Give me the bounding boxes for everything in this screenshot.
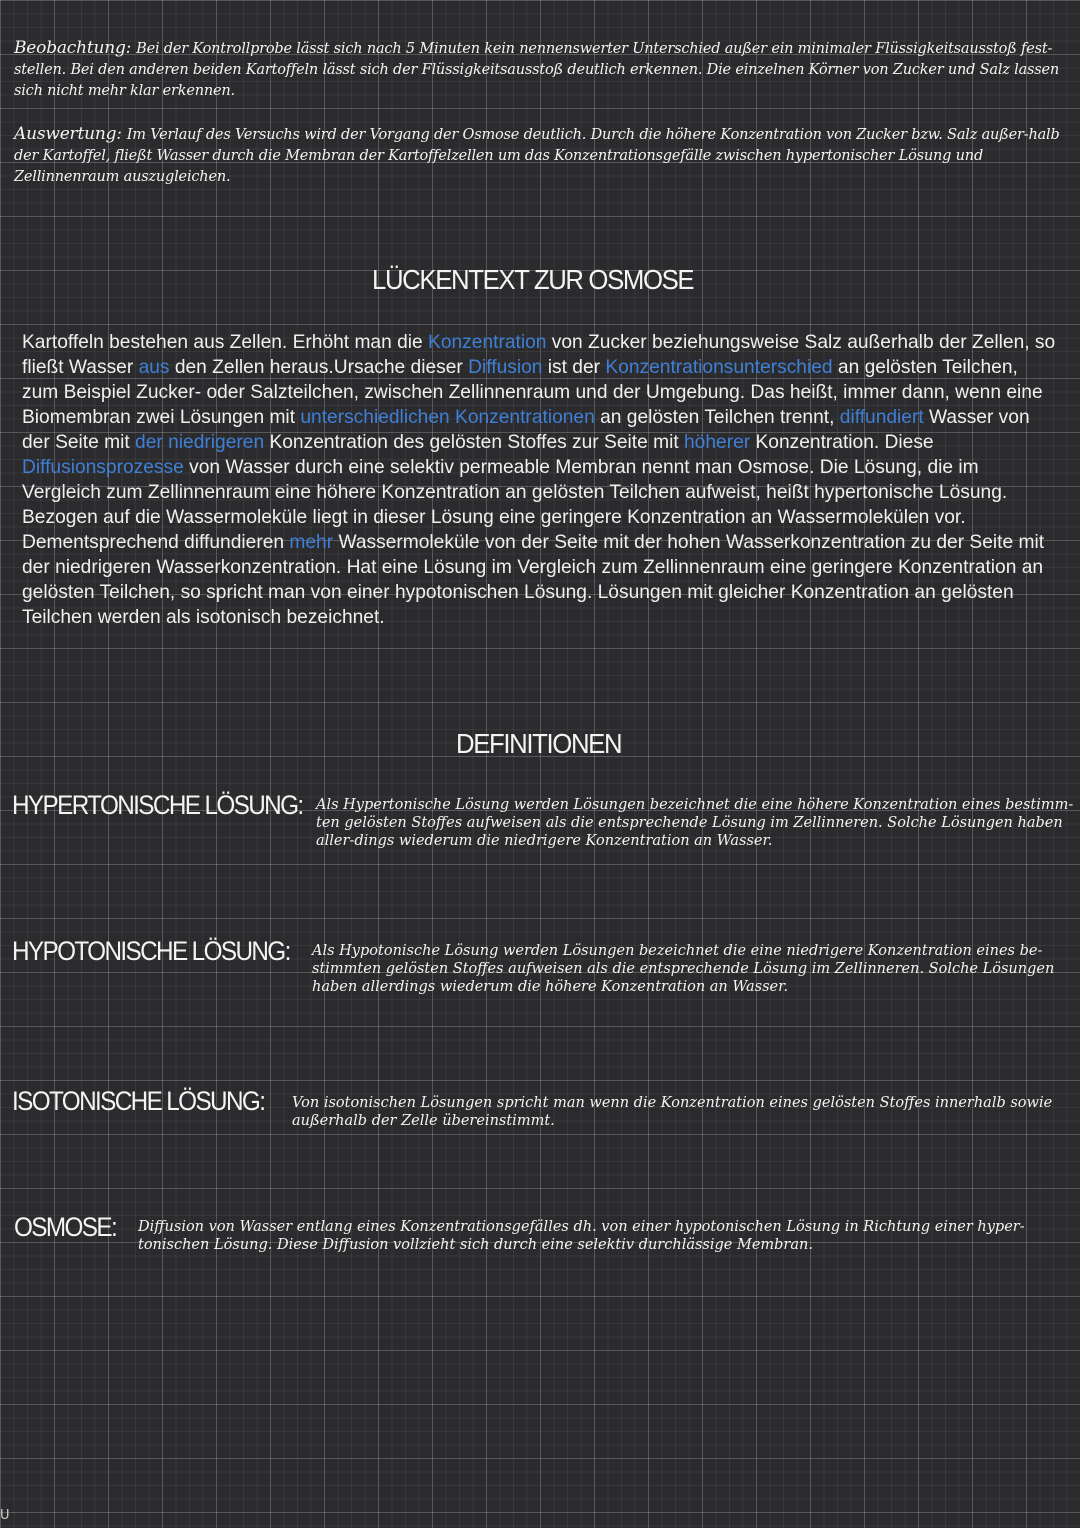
definition-text-hypotonic: Als Hypotonische Lösung werden Lösungen bezeichnet die eine niedrigere Konzentration eines be-stimmten gelösten Stoffes aufweisen als die entsprechende Lösung im Zellinneren. Solche Lösungen haben allerdings wiederum die höhere Konzentration an Wasser. <box>312 943 1055 995</box>
definition-term-isotonic: ISOTONISCHE LÖSUNG: <box>12 1086 265 1116</box>
cloze-segment: ist der <box>542 357 606 378</box>
definition-text-osmosis: Diffusion von Wasser entlang eines Konzentrationsgefälles dh. von einer hypotonischen Lösung in Richtung einer hyper-tonischen Lösung. Diese Diffusion vollzieht sich durch eine selektiv durchlässige Membran. <box>138 1219 1025 1253</box>
cloze-answer: höherer <box>684 432 751 453</box>
cloze-answer: Diffusion <box>468 357 543 378</box>
definition-text-isotonic: Von isotonischen Lösungen spricht man wenn die Konzentration eines gelösten Stoffes innerhalb sowie außerhalb der Zelle übereinstimmt. <box>292 1095 1053 1129</box>
cloze-answer: aus <box>138 357 170 378</box>
cloze-answer: der niedrigeren <box>135 432 265 453</box>
evaluation-label: Auswertung: <box>14 124 122 144</box>
cloze-answer: diffundiert <box>839 407 924 428</box>
cloze-answer: Diffusionsprozesse <box>22 457 184 478</box>
cloze-heading: LÜCKENTEXT ZUR OSMOSE <box>372 264 694 295</box>
cloze-answer: Konzentrationsunterschied <box>605 357 833 378</box>
cloze-segment: den Zellen heraus.Ursache dieser <box>169 357 469 378</box>
cloze-segment: von Wasser durch eine selektiv permeable Membran nennt man Osmose. Die Lösung, die im Vergleich zum Zellinnenraum eine höhere Konzentration an gelösten Teilchen aufweist, heißt hypertonische Lösung. Bezogen auf die Wassermoleküle liegt in dieser Lösung eine geringere Konzentration an Wassermolekülen vor. Dementsprechend diffundieren <box>22 457 1008 553</box>
observation-text: Bei der Kontrollprobe lässt sich nach 5 Minuten kein nennenswerter Unterschied außer ein minimaler Flüssigkeitsausstoß fest-stellen. Bei den anderen beiden Kartoffeln lässt sich der Flüssigkeitsausstoß deutlich erkennen. Die einzelnen Körner von Zucker und Salz lassen sich nicht mehr klar erkennen. <box>14 41 1060 99</box>
cloze-segment: Kartoffeln bestehen aus Zellen. Erhöht man die <box>22 332 429 353</box>
cloze-segment: Konzentration des gelösten Stoffes zur Seite mit <box>264 432 685 453</box>
cloze-answer: mehr <box>289 532 334 553</box>
cloze-segment: von Zucker beziehungsweise Salz außerhalb der Zellen, so fließt Wasser <box>22 332 1056 378</box>
definition-term-hypertonic: HYPERTONISCHE LÖSUNG: <box>12 790 303 820</box>
definition-term-hypotonic: HYPOTONISCHE LÖSUNG: <box>12 936 290 966</box>
evaluation-block <box>14 124 1074 187</box>
definitions-heading: DEFINITIONEN <box>456 728 622 759</box>
observation-block <box>14 38 1074 101</box>
observation-label: Beobachtung: <box>14 38 132 58</box>
cloze-answer: Konzentration <box>428 332 547 353</box>
definition-term-osmosis: OSMOSE: <box>14 1212 117 1242</box>
cloze-text <box>22 330 1058 630</box>
cloze-segment: an gelösten Teilchen trennt, <box>594 407 840 428</box>
evaluation-text: Im Verlauf des Versuchs wird der Vorgang der Osmose deutlich. Durch die höhere Konzentration von Zucker bzw. Salz außer-halb der Kartoffel, fließt Wasser durch die Membran der Kartoffelzellen um das Konzentrationsgefälle zwischen hypertonischer Lösung und Zellinnenraum auszugleichen. <box>14 127 1060 185</box>
cloze-segment: Wassermoleküle von der Seite mit der hohen Wasserkonzentration zu der Seite mit der niedrigeren Wasserkonzentration. Hat eine Lösung im Vergleich zum Zellinnenraum eine geringere Konzentration an gelösten Teilchen, so spricht man von einer hypotonischen Lösung. Lösungen mit gleicher Konzentration an gelösten Teilchen werden als isotonisch bezeichnet. <box>22 532 1045 628</box>
definition-text-hypertonic: Als Hypertonische Lösung werden Lösungen bezeichnet die eine höhere Konzentration eines bestimm-ten gelösten Stoffes aufweisen als die entsprechende Lösung im Zellinneren. Solche Lösungen haben aller-dings wiederum die niedrigere Konzentration an Wasser. <box>316 797 1074 849</box>
cloze-answer: unterschiedlichen Konzentrationen <box>300 407 595 428</box>
cloze-segment: an gelösten Teilchen, zum Beispiel Zucker- oder Salzteilchen, zwischen Zellinnenraum und der Umgebung. Das heißt, immer dann, wenn eine Biomembran zwei Lösungen mit <box>22 357 1043 428</box>
corner-mark: U <box>0 1508 10 1523</box>
cloze-segment: Konzentration. Diese <box>750 432 934 453</box>
cloze-segment: Wasser von der Seite mit <box>22 407 1030 453</box>
